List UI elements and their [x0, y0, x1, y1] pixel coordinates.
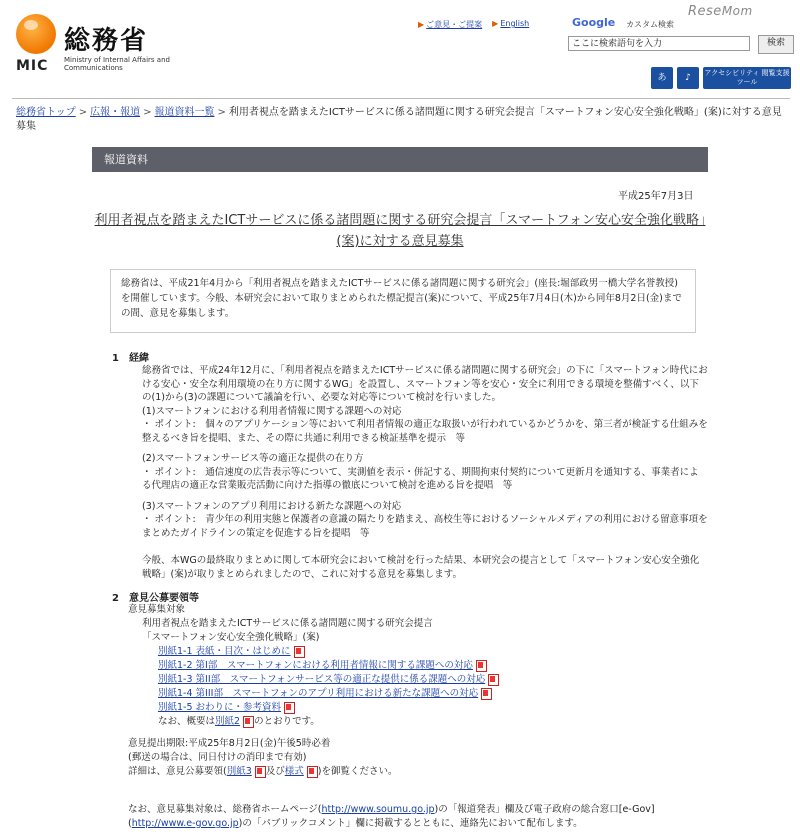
- intro-summary: 総務省は、平成21年4月から「利用者視点を踏まえたICTサービスに係る諸問題に関する研究会」(座長:堀部政男一橋大学名誉教授)を開催しています。今般、本研究会において取りまとめられた標記提言(案)について、平成25年7月4日(木)から同年8月2日(金)までの間、意見を募集します。: [110, 269, 696, 333]
- pdf-icon: [488, 674, 499, 686]
- breadcrumb-current: 利用者視点を踏まえたICTサービスに係る諸問題に関する研究会提言「スマートフォン安心安全強化戦略」(案)に対する意見募集: [16, 107, 782, 132]
- summary-line: なお、概要は別紙2 のとおりです。: [158, 716, 320, 727]
- list-item: [158, 645, 708, 659]
- soumu-url-link[interactable]: http://www.soumu.go.jp: [321, 804, 435, 815]
- issue3-point: ・ ポイント: 青少年の利用実態と保護者の意識の隔たりを踏まえ、高校生等におけるソーシャルメディアの利用における留意事項をまとめたガイドラインの策定を促進する旨を提唱 等: [142, 514, 708, 539]
- target-line1: 利用者視点を踏まえたICTサービスに係る諸問題に関する研究会提言: [142, 618, 433, 629]
- section1-heading: 1 経緯: [112, 353, 149, 364]
- custom-search-label: カスタム検索: [626, 20, 674, 29]
- pdf-icon: [294, 646, 305, 658]
- mic-logo-icon[interactable]: [16, 14, 56, 54]
- section1-body: [128, 364, 708, 581]
- arrow-right-icon: ▶: [418, 20, 425, 29]
- doc-link-2[interactable]: 別紙2: [215, 716, 241, 727]
- section1-paragraph: 総務省では、平成24年12月に、「利用者視点を踏まえたICTサービスに係る諸問題に関する研究会」の下に「スマートフォン時代における安心・安全な利用環境の在り方に関するWG」を設置し、スマートフォン等を安心・安全に利用できる環境を整備すべく、以下の(1)から(3)の課題について議論を行い、必要な対応等について検討を行いました。: [142, 365, 708, 403]
- list-item: [158, 701, 708, 715]
- deadline-note: (郵送の場合は、同日付けの消印まで有効): [128, 752, 307, 763]
- ministry-logo-english: Ministry of Internal Affairs and Communications: [64, 56, 170, 72]
- accessibility-tool-button[interactable]: アクセシビリティ 閲覧支援ツール: [703, 67, 791, 89]
- document-list: [128, 645, 708, 729]
- list-item: [158, 687, 708, 701]
- hiragana-toggle-button[interactable]: あ: [651, 67, 673, 89]
- breadcrumb-press[interactable]: 広報・報道: [90, 107, 141, 118]
- pdf-icon: [481, 688, 492, 700]
- doc-link-1-4[interactable]: 別紙1-4 第III部 スマートフォンのアプリ利用における新たな課題への対応: [158, 688, 479, 699]
- issue3-title: (3)スマートフォンのアプリ利用における新たな課題への対応: [142, 500, 402, 512]
- list-item: [158, 673, 708, 687]
- word-icon: [307, 766, 318, 778]
- section2-heading: 2 意見公募要領等: [112, 593, 199, 604]
- doc-link-1-2[interactable]: 別紙1-2 第I部 スマートフォンにおける利用者情報に関する課題への対応: [158, 660, 473, 671]
- doc-link-1-1[interactable]: 別紙1-1 表紙・目次・はじめに: [158, 646, 291, 657]
- breadcrumb-press-list[interactable]: 報道資料一覧: [154, 107, 215, 118]
- pdf-icon: [284, 702, 295, 714]
- section1-conclusion: 今般、本WGの最終取りまとめに関して本研究会において検討を行った結果、本研究会の提言として「スマートフォン安心安全強化戦略」(案)が取りまとめられましたので、これに対する意見を募集します。: [142, 555, 700, 580]
- read-aloud-button[interactable]: ♪: [677, 67, 699, 89]
- google-logo: Google: [572, 16, 616, 29]
- pdf-icon: [476, 660, 487, 672]
- header-divider: [12, 98, 790, 99]
- doc-link-1-3[interactable]: 別紙1-3 第II部 スマートフォンサービス等の適正な提供に係る課題への対応: [158, 674, 486, 685]
- pdf-icon: [243, 716, 254, 728]
- search-button[interactable]: 検索: [758, 35, 794, 54]
- release-date: 平成25年7月3日: [618, 191, 694, 202]
- deadline: 意見提出期限:平成25年8月2日(金)午後5時必着: [128, 738, 331, 749]
- pdf-icon: [255, 766, 266, 778]
- detail-line: 詳細は、意見公募要領(別紙3 及び様式 )を御覧ください。: [128, 766, 398, 777]
- ministry-logo-title[interactable]: 総務省: [64, 26, 149, 56]
- issue2-title: (2)スマートフォンサービス等の適正な提供の在り方: [142, 453, 364, 464]
- issue1-point: ・ ポイント: 個々のアプリケーション等において利用者情報の適正な取扱いが行われているかどうかを、第三者が検証する仕組みを整えるべき旨を提唱、また、その際に共通に利用できる検証基準を提示 等: [142, 419, 708, 444]
- arrow-right-icon: ▶: [492, 19, 499, 28]
- search-input[interactable]: ここに検索語句を入力: [568, 36, 750, 51]
- footnote: なお、意見募集対象は、総務省ホームページ(http://www.soumu.go.jp)の「報道発表」欄及び電子政府の総合窓口[e-Gov](http://www.e-gov.go.jp)の「パブリックコメント」欄に掲載するとともに、連絡先において配布します。: [128, 804, 655, 829]
- english-link[interactable]: ▶ English: [492, 19, 530, 28]
- page-title: 利用者視点を踏まえたICTサービスに係る諸問題に関する研究会提言「スマートフォン安心安全強化戦略」(案)に対する意見募集: [94, 213, 706, 249]
- egov-url-link[interactable]: http://www.e-gov.go.jp: [131, 818, 239, 829]
- target-label: 意見募集対象: [128, 604, 186, 615]
- press-release-band: 報道資料: [92, 147, 708, 172]
- feedback-link[interactable]: ▶ ご意見・ご提案: [418, 20, 483, 29]
- form-link[interactable]: 様式: [284, 766, 304, 777]
- watermark: ReseMom: [688, 4, 753, 19]
- list-item: [158, 659, 708, 673]
- breadcrumb-top[interactable]: 総務省トップ: [16, 107, 76, 118]
- issue2-point: ・ ポイント: 通信速度の広告表示等について、実測値を表示・併記する、期間拘束付契約について更新月を通知する、事業者による代理店の適正な営業販売活動に向けた指導の徹底について検討を進める旨を提唱 等: [142, 466, 699, 491]
- section2-body: [128, 603, 708, 779]
- ministry-logo-abbr: MIC: [16, 58, 49, 74]
- doc-link-3[interactable]: 別紙3: [226, 766, 252, 777]
- breadcrumb: 総務省トップ > 広報・報道 > 報道資料一覧 > 利用者視点を踏まえたICTサービスに係る諸問題に関する研究会提言「スマートフォン安心安全強化戦略」(案)に対する意見募集: [16, 107, 782, 132]
- issue1-title: (1)スマートフォンにおける利用者情報に関する課題への対応: [142, 405, 402, 417]
- doc-link-1-5[interactable]: 別紙1-5 おわりに・参考資料: [158, 702, 282, 713]
- top-links: [418, 19, 529, 30]
- target-line2: 「スマートフォン安心安全強化戦略」(案): [142, 632, 320, 643]
